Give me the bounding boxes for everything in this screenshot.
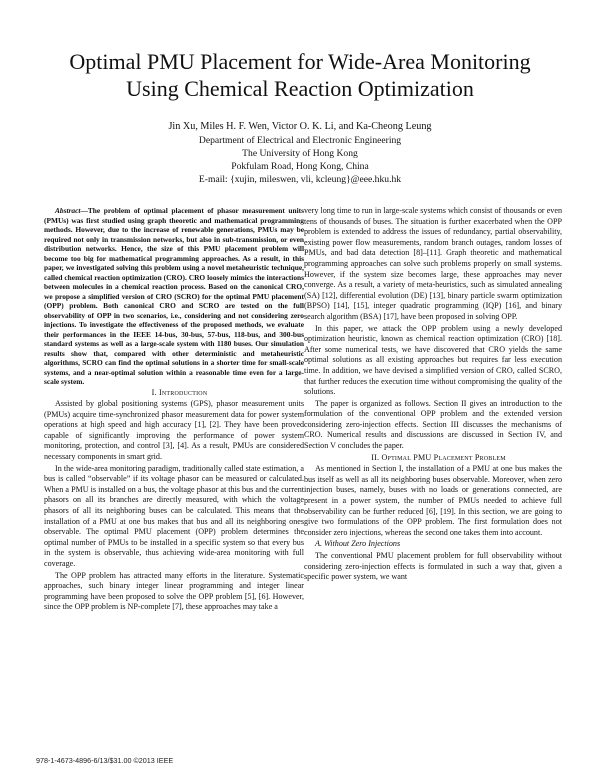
intro-paragraph-3-continued: very long time to run in large-scale systems which consist of thousands or even tens of thousands of buses. The situation is further exacerbated when the OPP problem is extended to address the issues of redundancy, partial observability, existing power flow measurements, random branch outages, random losses of PMUs, and bad data detection [8]–[11]. Graph theoretic and mathematical programming approaches can solve such problems properly on small systems. However, if the system size becomes large, these approaches may never converge. As a result, a variety of meta-heuristics, such as simulated annealing (SA) [12], differential evolution (DE) [13], binary particle swarm optimization (BPSO) [14], [15], integer quadratic programming (IQP) [16], and binary search algorithm (BSA) [17], have been proposed in solving OPP. <box>304 206 562 321</box>
section-number: II. <box>371 452 380 462</box>
intro-paragraph-1: Assisted by global positioning systems (GPS), phasor measurement units (PMUs) acquire time-synchronized phasor measurement data for power system operations at high speed and high accuracy [1], [2]. They have been proved capable of significantly improving the performance of power system monitoring, protection, and control [3], [4]. As a result, PMUs are considered necessary components in smart grid. <box>44 399 304 462</box>
subsection-heading-a: A. Without Zero Injections <box>315 539 401 549</box>
section-title: Introduction <box>158 387 208 397</box>
left-column <box>44 206 304 614</box>
title-line-1: Optimal PMU Placement for Wide-Area Monitoring <box>69 49 531 74</box>
section-number: I. <box>151 387 157 397</box>
intro-paragraph-3: The OPP problem has attracted many efforts in the literature. Systematic approaches, such binary integer linear programming and integer linear programming have been proposed to solve the OPP problem [5], [6]. However, since the OPP problem is NP-complete [7], these approaches may take a <box>44 570 304 612</box>
sec2-paragraph-1: As mentioned in Section I, the installation of a PMU at one bus makes the bus itself as well as all its neighboring buses observable. Moreover, when zero injection buses, namely, buses with no loads or generations connected, are present in a power system, the number of PMUs needed to achieve full observability can be further reduced [6], [19]. In this section, we are going to give two formulations of the OPP problem. The first formulation does not consider zero injections, whereas the second one takes them into account. <box>304 464 562 537</box>
author-email: E-mail: {xujin, mileswen, vli, kcleung}@eee.hku.hk <box>198 174 402 185</box>
section-heading-introduction <box>44 388 304 399</box>
author-department: Department of Electrical and Electronic Engineering <box>198 135 402 146</box>
copyright-footer: 978-1-4673-4896-6/13/$31.00 ©2013 IEEE <box>36 756 174 765</box>
section-heading-opp <box>304 453 562 464</box>
author-names: Jin Xu, Miles H. F. Wen, Victor O. K. Li, and Ka-Cheong Leung <box>168 121 432 132</box>
right-column <box>304 206 562 584</box>
author-address: Pokfulam Road, Hong Kong, China <box>231 161 369 172</box>
paper-title <box>20 48 580 102</box>
author-block <box>40 120 560 186</box>
intro-paragraph-4: In this paper, we attack the OPP problem using a newly developed optimization heuristic, known as chemical reaction optimization (CRO) [18]. After some numerical tests, we have discovered that CRO yields the same optimal solutions as all existing approaches but requires far less execution time. In addition, we have devised a simplified version of CRO, called SCRO, that further reduces the execution time without compromising the quality of the solutions. <box>304 323 562 397</box>
abstract-text: —The problem of optimal placement of phasor measurement units (PMUs) was first studied using graph theoretic and mathematical programming methods. However, due to the increase of renewable generations, PMUs may be required not only in transmission networks, but also in sub-transmission, or even distribution networks. Hence, the size of this PMU placement problem will become too big for mathematical programming approaches. As a result, in this paper, we investigated solving this problem using a novel metaheuristic technique, called chemical reaction optimization (CRO). CRO loosely mimics the interactions between molecules in a chemical reaction process. Based on the canonical CRO, we propose a simplified version of CRO (SCRO) for the optimal PMU placement (OPP) problem. Both canonical CRO and SCRO are tested on the full observability of OPP in two scenarios, i.e., considering and not considering zero injections. To investigate the effectiveness of the proposed methods, we evaluate their performances in the IEEE 14-bus, 30-bus, 57-bus, 118-bus, and 300-bus standard systems as well as a large-scale system with 1180 buses. Our simulation results show that, compared with other deterministic and metaheuristic algorithms, SCRO can find the optimal solutions in a shorter time for small-scale systems, and a near-optimal solution within a reasonable time even for a large-scale system. <box>44 206 304 386</box>
intro-paragraph-5: The paper is organized as follows. Section II gives an introduction to the formulation of the conventional OPP problem and the extended version considering zero-injection effects. Section III discusses the mechanisms of CRO. Numerical results and discussions are discussed in Section IV, and Section V concludes the paper. <box>304 398 562 451</box>
title-line-2: Using Chemical Reaction Optimization <box>126 76 474 101</box>
abstract <box>44 206 304 387</box>
abstract-label: Abstract <box>55 206 81 215</box>
section-title: Optimal PMU Placement Problem <box>381 452 506 462</box>
subsec-a-paragraph-1: The conventional PMU placement problem for full observability without considering zero-injection effects is formulated in such a way that, given a specific power system, we want <box>304 551 562 582</box>
intro-paragraph-2: In the wide-area monitoring paradigm, traditionally called state estimation, a bus is called “observable” if its voltage phasor can be measured or calculated. When a PMU is installed on a bus, the voltage phasor at this bus and the current phasors on all its branches are directly measured, with which the voltage phasors of all its neighboring buses can be calculated. This means that the installation of a PMU at one bus makes that bus and all its neighboring ones observable. The optimal PMU placement (OPP) problem determines the optimal number of PMUs to be installed in a specific system so that every bus in the system is observable, thus achieving wide-area monitoring with full coverage. <box>44 463 304 568</box>
author-university: The University of Hong Kong <box>242 148 358 159</box>
